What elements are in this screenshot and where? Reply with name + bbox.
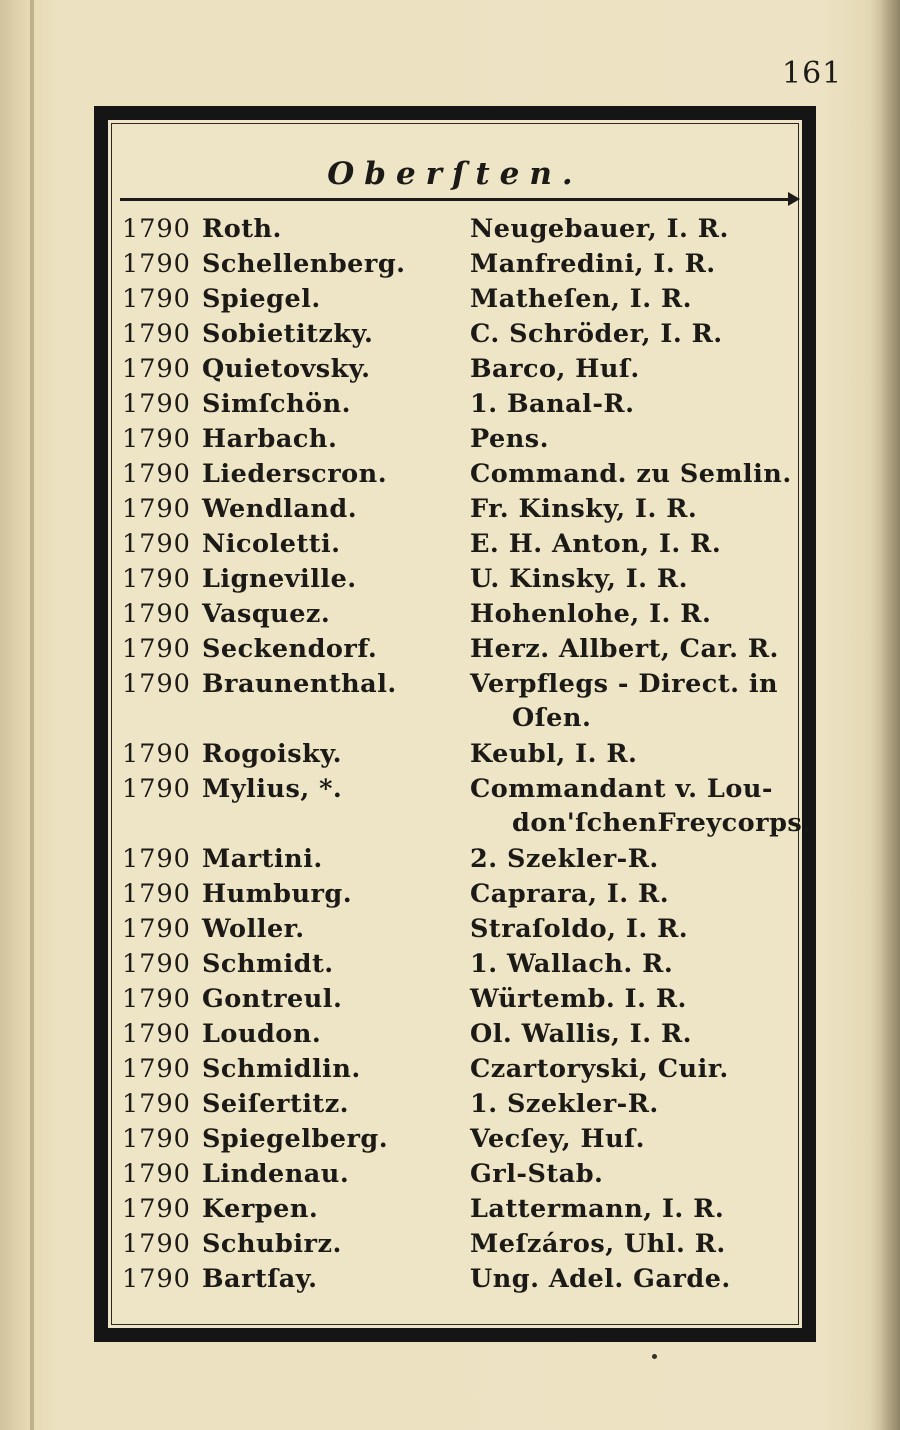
- entry-unit: 1. Banal-R.: [470, 389, 635, 419]
- list-item: [108, 842, 798, 878]
- list-item: [108, 737, 798, 773]
- entry-unit: Czartoryski, Cuir.: [470, 1054, 729, 1084]
- entry-unit: Manfredini, I. R.: [470, 249, 716, 279]
- entry-year: 1790: [122, 1264, 191, 1294]
- entry-unit-continuation: don'ſchenFreycorps.: [512, 808, 812, 838]
- entry-year: 1790: [122, 1159, 191, 1189]
- bordered-frame: [94, 106, 816, 1342]
- entry-name: Simſchön.: [202, 389, 352, 419]
- entry-unit: Hohenlohe, I. R.: [470, 599, 712, 629]
- entry-name: Bartſay.: [202, 1264, 318, 1294]
- page-gutter: [30, 0, 34, 1430]
- list-item: [108, 1262, 798, 1298]
- entry-unit: Vecſey, Huſ.: [470, 1124, 645, 1154]
- entry-unit: Herz. Allbert, Car. R.: [470, 634, 779, 664]
- entry-name: Schubirz.: [202, 1229, 342, 1259]
- entry-name: Seiſertitz.: [202, 1089, 350, 1119]
- entry-name: Gontreul.: [202, 984, 343, 1014]
- list-item: [108, 1192, 798, 1228]
- entry-year: 1790: [122, 1019, 191, 1049]
- entry-year: 1790: [122, 949, 191, 979]
- entry-year: 1790: [122, 634, 191, 664]
- list-item: [108, 1227, 798, 1263]
- entry-unit: Caprara, I. R.: [470, 879, 670, 909]
- entry-year: 1790: [122, 319, 191, 349]
- entry-name: Loudon.: [202, 1019, 322, 1049]
- entry-name: Wendland.: [202, 494, 358, 524]
- entry-unit: 1. Wallach. R.: [470, 949, 674, 979]
- entry-name: Liederscron.: [202, 459, 388, 489]
- entry-unit: Barco, Huſ.: [470, 354, 640, 384]
- list-item: [108, 1122, 798, 1158]
- entry-year: 1790: [122, 214, 191, 244]
- list-item: [108, 492, 798, 528]
- entry-name: Quietovsky.: [202, 354, 371, 384]
- list-item: [108, 1017, 798, 1053]
- entry-name: Schmidlin.: [202, 1054, 361, 1084]
- list-item: [108, 597, 798, 633]
- entry-name: Spiegelberg.: [202, 1124, 389, 1154]
- list-item: [108, 247, 798, 283]
- entry-year: 1790: [122, 1194, 191, 1224]
- list-item: [108, 317, 798, 353]
- heading-rule: [120, 198, 794, 201]
- entry-name: Braunenthal.: [202, 669, 397, 699]
- entry-name: Roth.: [202, 214, 282, 244]
- entry-year: 1790: [122, 1124, 191, 1154]
- list-item: [108, 667, 798, 733]
- entry-year: 1790: [122, 844, 191, 874]
- entry-unit: Grl-Stab.: [470, 1159, 604, 1189]
- entry-unit: Keubl, I. R.: [470, 739, 638, 769]
- entry-name: Ligneville.: [202, 564, 357, 594]
- list-item: [108, 632, 798, 668]
- list-item: [108, 422, 798, 458]
- entry-unit: Commandant v. Lou-: [470, 774, 773, 804]
- list-item: [108, 772, 812, 838]
- entry-unit: Ol. Wallis, I. R.: [470, 1019, 693, 1049]
- entry-unit: 1. Szekler-R.: [470, 1089, 659, 1119]
- list-item: [108, 457, 798, 493]
- entry-unit: Neugebauer, I. R.: [470, 214, 729, 244]
- list-item: [108, 212, 798, 248]
- entry-year: 1790: [122, 564, 191, 594]
- entry-year: 1790: [122, 1089, 191, 1119]
- entry-year: 1790: [122, 529, 191, 559]
- entry-year: 1790: [122, 494, 191, 524]
- entry-year: 1790: [122, 739, 191, 769]
- entry-unit: Pens.: [470, 424, 549, 454]
- entry-name: Humburg.: [202, 879, 353, 909]
- entry-name: Vasquez.: [202, 599, 331, 629]
- entry-unit: 2. Szekler-R.: [470, 844, 659, 874]
- list-item: [108, 947, 798, 983]
- entry-name: Spiegel.: [202, 284, 321, 314]
- list-item: [108, 1052, 798, 1088]
- entry-year: 1790: [122, 914, 191, 944]
- entry-year: 1790: [122, 1229, 191, 1259]
- entry-year: 1790: [122, 774, 191, 804]
- entry-year: 1790: [122, 354, 191, 384]
- list-item: [108, 282, 798, 318]
- list-item: [108, 562, 798, 598]
- list-item: [108, 1157, 798, 1193]
- entry-name: Sobietitzky.: [202, 319, 374, 349]
- entry-unit: E. H. Anton, I. R.: [470, 529, 722, 559]
- entry-name: Harbach.: [202, 424, 338, 454]
- entry-unit: C. Schröder, I. R.: [470, 319, 723, 349]
- list-item: [108, 1087, 798, 1123]
- entry-year: 1790: [122, 984, 191, 1014]
- page-number: 161: [782, 56, 843, 91]
- page-edge-shadow: [870, 0, 900, 1430]
- entry-unit: Verpflegs - Direct. in: [470, 669, 779, 699]
- entry-year: 1790: [122, 249, 191, 279]
- entry-unit: U. Kinsky, I. R.: [470, 564, 688, 594]
- entry-unit: Matheſen, I. R.: [470, 284, 693, 314]
- entry-name: Lindenau.: [202, 1159, 350, 1189]
- entry-unit: Straſoldo, I. R.: [470, 914, 689, 944]
- page-heading: Oberſten.: [327, 156, 583, 192]
- list-item: [108, 387, 798, 423]
- entry-year: 1790: [122, 459, 191, 489]
- entry-year: 1790: [122, 424, 191, 454]
- entry-name: Mylius, *.: [202, 774, 343, 804]
- list-item: [108, 982, 798, 1018]
- entry-name: Schmidt.: [202, 949, 334, 979]
- entry-year: 1790: [122, 1054, 191, 1084]
- ink-dot: [652, 1354, 657, 1359]
- entry-unit: Meſzáros, Uhl. R.: [470, 1229, 726, 1259]
- entry-unit: Lattermann, I. R.: [470, 1194, 725, 1224]
- rule-arrow-icon: [788, 192, 800, 206]
- entry-unit: Command. zu Semlin.: [470, 459, 792, 489]
- list-item: [108, 877, 798, 913]
- entry-year: 1790: [122, 599, 191, 629]
- entry-year: 1790: [122, 389, 191, 419]
- entry-unit-continuation: Oſen.: [512, 703, 592, 733]
- entry-unit: Ung. Adel. Garde.: [470, 1264, 731, 1294]
- entry-year: 1790: [122, 284, 191, 314]
- entry-name: Rogoisky.: [202, 739, 343, 769]
- entry-name: Nicoletti.: [202, 529, 341, 559]
- list-item: [108, 912, 798, 948]
- entry-unit: Fr. Kinsky, I. R.: [470, 494, 698, 524]
- list-item: [108, 527, 798, 563]
- entry-name: Schellenberg.: [202, 249, 406, 279]
- list-item: [108, 352, 798, 388]
- entry-unit: Würtemb. I. R.: [470, 984, 687, 1014]
- entry-name: Seckendorf.: [202, 634, 378, 664]
- entry-name: Martini.: [202, 844, 323, 874]
- entry-name: Woller.: [202, 914, 305, 944]
- entry-year: 1790: [122, 879, 191, 909]
- entry-name: Kerpen.: [202, 1194, 319, 1224]
- entry-year: 1790: [122, 669, 191, 699]
